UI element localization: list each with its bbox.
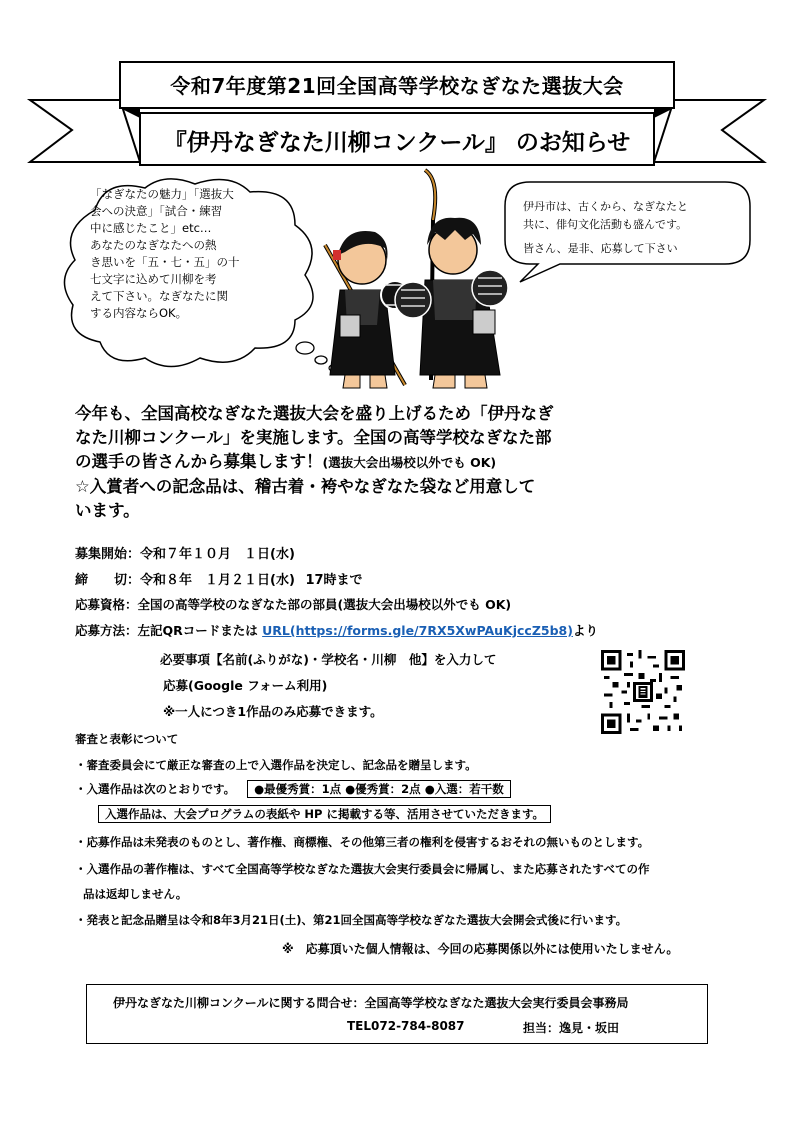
start-label: 募集開始：: [75, 547, 141, 562]
cloud-line: 「なぎなたの魅力」「選抜大: [90, 187, 234, 201]
contact-person: 担当：逸見・坂田: [523, 1021, 620, 1035]
form-url-link[interactable]: URL(https://forms.gle/7RX5XwPAuKjccZ5b8): [262, 623, 573, 638]
contact-line-1: 伊丹なぎなた川柳コンクールに関する問合せ：全国高等学校なぎなた選抜大会実行委員会事務局: [113, 996, 629, 1010]
cloud-line: き思いを「五・七・五」の十: [90, 255, 240, 269]
bubble-line: 伊丹市は、古くから、なぎなたと: [523, 200, 688, 213]
judging-item-2-pre: ・入選作品は次のとおりです。: [75, 782, 236, 796]
method-line-3: 応募(Google フォーム利用): [163, 678, 328, 693]
cloud-text: [90, 186, 280, 322]
judging-item-3: ・応募作品は未発表のものとし、著作権、商標権、その他第三者の権利を侵害するおそれの無いものとします。: [75, 835, 650, 849]
judging-item-4-line-1: ・入選作品の著作権は、すべて全国高等学校なぎなた選抜大会実行委員会に帰属し、また応募されたすべての作: [75, 862, 650, 876]
intro-line: [75, 450, 755, 475]
eligibility-row: [75, 595, 511, 613]
method-pre: 左記QRコードまたは: [137, 623, 263, 638]
intro-line: ☆入賞者への記念品は、稽古着・袴やなぎなた袋など用意して: [75, 477, 536, 496]
cloud-line: 会への決意」「試合・練習: [90, 204, 223, 218]
cloud-line: あなたのなぎなたへの熱: [90, 238, 217, 252]
judging-heading: 審査と表彰について: [75, 732, 179, 746]
method-line-4: ※一人につき1作品のみ応募できます。: [163, 704, 383, 719]
cloud-line: 七文字に込めて川柳を考: [90, 272, 217, 286]
deadline-label: 締 切：: [75, 573, 141, 588]
naginata-players-illustration: [305, 160, 520, 390]
method-row: [75, 621, 598, 639]
cloud-line: 中に感じたこと」etc…: [90, 221, 212, 235]
method-post: より: [572, 623, 598, 638]
award-note: [98, 806, 551, 822]
intro-line: 今年も、全国高校なぎなた選抜大会を盛り上げるため「伊丹なぎ: [75, 404, 554, 423]
deadline-value: 令和８年 １月２１日(水): [140, 573, 295, 588]
judging-item-4-line-2: 品は返却しません。: [83, 887, 188, 901]
judging-item-5: ・発表と記念品贈呈は令和8年3月21日(土)、第21回全国高等学校なぎなた選抜大会開会式後に行います。: [75, 913, 628, 927]
start-date-row: [75, 543, 295, 562]
method-line-2: 必要事項【名前(ふりがな)・学校名・川柳 他】を入力して: [160, 652, 497, 667]
deadline-time: 17時まで: [305, 573, 363, 588]
cloud-line: する内容ならOK。: [90, 306, 188, 320]
bubble-line: 共に、俳句文化活動も盛んです。: [523, 218, 688, 231]
intro-line: います。: [75, 501, 140, 520]
intro-line3-note: (選抜大会出場校以外でも OK): [322, 455, 497, 470]
deadline-row: [75, 569, 363, 588]
intro-paragraph: [75, 402, 755, 523]
award-note-box: 入選作品は、大会プログラムの表紙や HP に掲載する等、活用させていただきます。: [98, 805, 551, 823]
start-value: 令和７年１０月 １日(水): [140, 547, 295, 562]
privacy-note: ※ 応募頂いた個人情報は、今回の応募関係以外には使用いたしません。: [282, 942, 679, 956]
award-list-box: ●最優秀賞：1点 ●優秀賞：2点 ●入選：若干数: [247, 780, 511, 798]
contact-tel: TEL072-784-8087: [347, 1019, 465, 1033]
intro-line3-main: の選手の皆さんから募集します！: [75, 452, 323, 471]
qr-code[interactable]: [601, 650, 685, 734]
title-line-2: 『伊丹なぎなた川柳コンクール』 のお知らせ: [163, 130, 631, 156]
intro-line: なた川柳コンクール」を実施します。全国の高等学校なぎなた部: [75, 428, 552, 447]
bubble-line: 皆さん、是非、応募して下さい: [523, 242, 678, 255]
bubble-text: [523, 198, 738, 258]
judging-item-1: ・審査委員会にて厳正な審査の上で入選作品を決定し、記念品を贈呈します。: [75, 758, 477, 772]
contact-box: [86, 984, 708, 1044]
judging-item-2: [75, 781, 511, 797]
method-label: 応募方法：: [75, 623, 138, 638]
eligibility-value: 全国の高等学校のなぎなた部の部員(選抜大会出場校以外でも OK): [137, 597, 512, 612]
cloud-line: えて下さい。なぎなたに関: [90, 289, 228, 303]
title-line-1: 令和7年度第21回全国高等学校なぎなた選抜大会: [170, 74, 624, 98]
eligibility-label: 応募資格：: [75, 597, 138, 612]
